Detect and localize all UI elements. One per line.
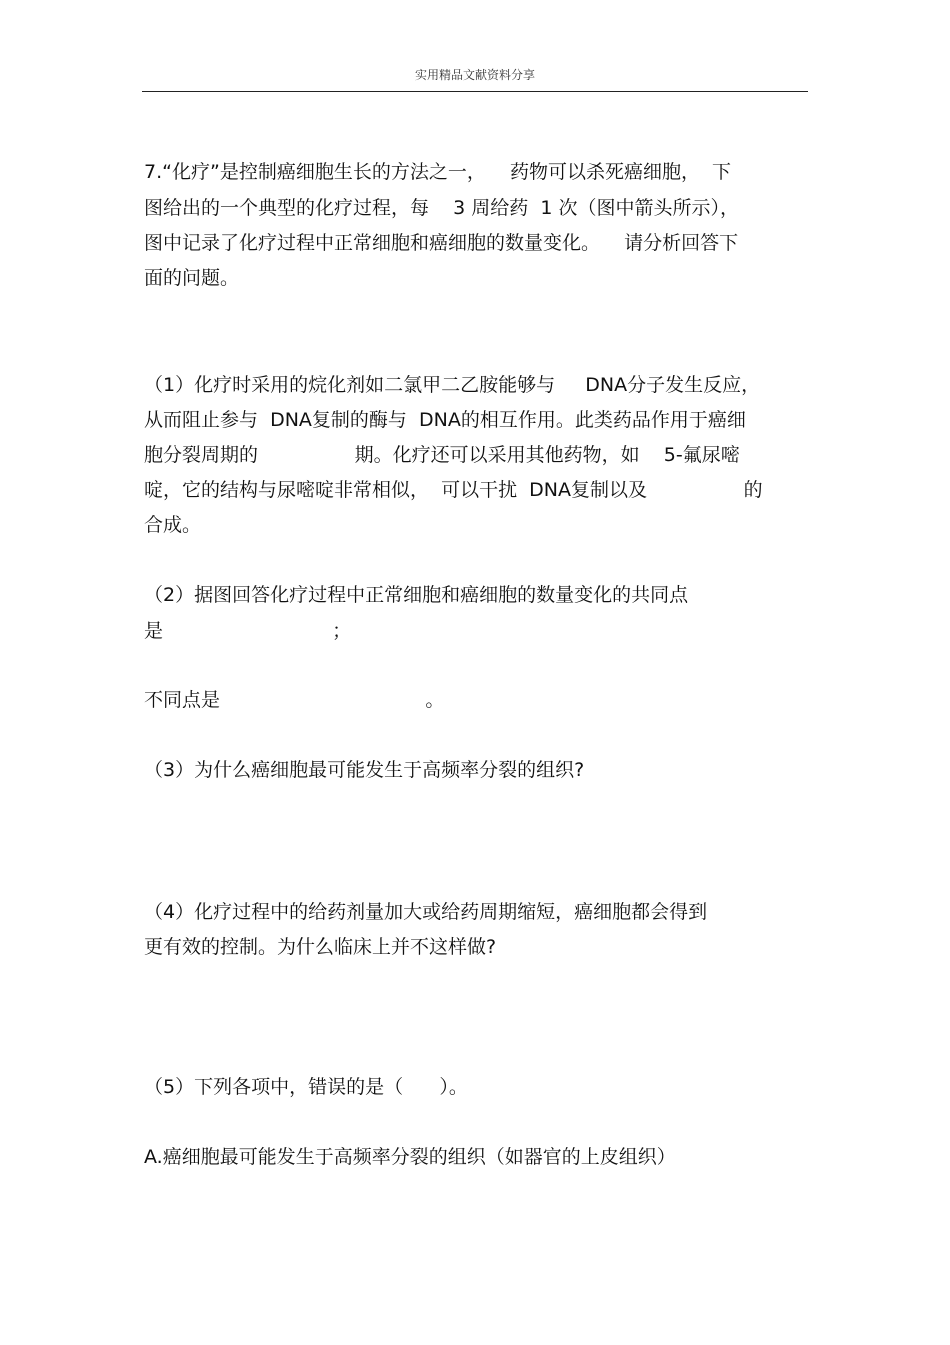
part4-line-1: （4）化疗过程中的给药剂量加大或给药周期缩短，癌细胞都会得到: [144, 901, 708, 923]
part5-line-1: （5）下列各项中，错误的是（ ）。: [144, 1076, 468, 1098]
intro-line-3: 图中记录了化疗过程中正常细胞和癌细胞的数量变化。 请分析回答下: [144, 232, 739, 254]
header-divider: [142, 91, 808, 92]
part1-line-3: 胞分裂周期的 期。化疗还可以采用其他药物，如 5-氟尿嘧: [144, 444, 740, 466]
part2-line-1: （2）据图回答化疗过程中正常细胞和癌细胞的数量变化的共同点: [144, 584, 689, 606]
option-a: A.癌细胞最可能发生于高频率分裂的组织（如器官的上皮组织）: [144, 1146, 676, 1168]
part1-line-4: 啶，它的结构与尿嘧啶非常相似， 可以干扰 DNA复制以及 的: [144, 479, 763, 501]
part2-line-3: 不同点是 。: [144, 689, 445, 711]
part2-line-2: 是 ；: [144, 620, 352, 642]
part3-line-1: （3）为什么癌细胞最可能发生于高频率分裂的组织?: [144, 759, 585, 781]
page-header-title: 实用精品文献资料分享: [414, 68, 535, 82]
part1-line-2: 从而阻止参与 DNA复制的酶与 DNA的相互作用。此类药品作用于癌细: [144, 409, 746, 431]
part1-line-5: 合成。: [144, 514, 202, 536]
intro-line-2: 图给出的一个典型的化疗过程，每 3 周给药 1 次（图中箭头所示），: [144, 197, 739, 219]
part4-line-2: 更有效的控制。为什么临床上并不这样做?: [144, 936, 497, 958]
intro-line-1: 7.“化疗”是控制癌细胞生长的方法之一， 药物可以杀死癌细胞， 下: [144, 161, 732, 183]
part1-line-1: （1）化疗时采用的烷化剂如二氯甲二乙胺能够与 DNA分子发生反应，: [144, 374, 761, 396]
intro-line-4: 面的问题。: [144, 267, 240, 289]
